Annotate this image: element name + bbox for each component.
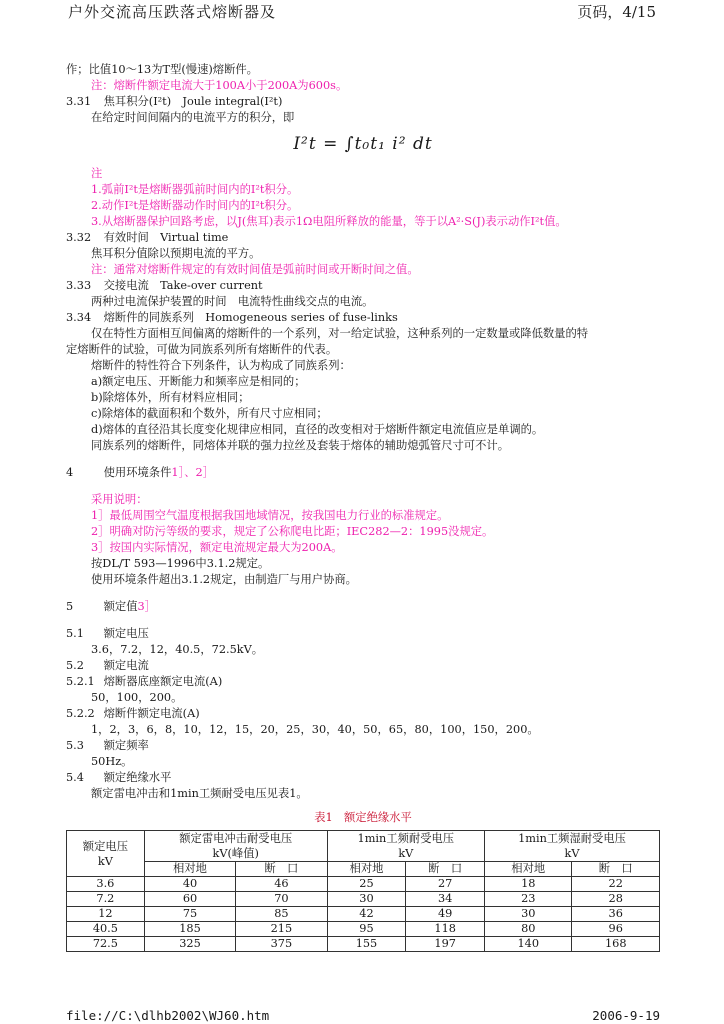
page-header [0,0,724,22]
section-3-32 [66,230,660,246]
joule-integral-formula [66,126,660,166]
list-item: d)熔体的直径沿其长度变化规律应相同，直径的改变相对于熔断件额定电流值应是单调的。 [91,423,544,436]
table-row [67,907,660,922]
paragraph: 额定雷电冲击和1min工频耐受电压见表1。 [91,787,308,800]
definition: 在给定时间间隔内的电流平方的积分，即 [91,111,295,124]
subheader-to-ground: 相对地 [144,862,235,877]
table-cell: 22 [572,877,660,892]
table-cell: 140 [485,937,572,952]
list-item: b)除熔体外，所有材料应相同； [91,391,250,404]
section-number: 4 [66,466,74,479]
table-row [67,937,660,952]
value-list: 50，100，200。 [91,691,183,704]
list-item: c)除熔体的截面积和个数外，所有尺寸应相同； [91,407,328,420]
table-cell: 30 [327,892,406,907]
section-title: 熔断件的同族系列 Homogeneous series of fuse-links [103,311,398,324]
table-subheader-row [67,862,660,877]
note-item: 1.弧前I²t是熔断器弧前时间内的I²t积分。 [91,183,299,196]
section-5-2 [66,658,660,674]
paragraph: 仅在特性方面相互间偏离的熔断件的一个系列，对一给定试验，这种系列的一定数量或降低数量的特 [91,327,589,340]
table-cell: 95 [327,922,406,937]
page-number: 页码，4/15 [577,3,656,21]
section-number: 5 [66,600,74,613]
value-list: 50Hz。 [91,755,133,768]
section-title: 熔断器底座额定电流(A) [103,675,223,688]
page-footer [0,1002,724,1024]
note: 注：通常对熔断件规定的有效时间值是弧前时间或开断时间之值。 [91,263,419,276]
table-cell: 3.6 [67,877,145,892]
file-path: file://C:\dlhb2002\WJ60.htm [66,1008,270,1023]
table-cell: 18 [485,877,572,892]
table-cell: 168 [572,937,660,952]
paragraph: 使用环境条件超出3.1.2规定，由制造厂与用户协商。 [91,573,357,586]
document-body [66,62,660,952]
table-cell: 27 [406,877,485,892]
definition: 两种过电流保护装置的时间 电流特性曲线交点的电流。 [91,295,374,308]
table-cell: 25 [327,877,406,892]
section-title: 额定频率 [103,739,149,752]
section-5-1 [66,626,660,642]
paragraph: 定熔断件的试验，可做为同族系列所有熔断件的代表。 [66,343,338,356]
section-title: 额定值 [103,600,138,613]
subheader-to-ground: 相对地 [485,862,572,877]
section-number: 5.2.1 [66,675,95,688]
section-3-33 [66,278,660,294]
table-cell: 60 [144,892,235,907]
table-row [67,922,660,937]
table-cell: 96 [572,922,660,937]
value-list: 3.6，7.2，12，40.5，72.5kV。 [91,643,264,656]
table-cell: 75 [144,907,235,922]
section-title: 交接电流 Take-over current [103,279,263,292]
section-3-31 [66,94,660,110]
table-cell: 7.2 [67,892,145,907]
table-cell: 30 [485,907,572,922]
footnote-reference: 1］、2］ [171,466,215,479]
table-cell: 215 [236,922,327,937]
section-5-2-2 [66,706,660,722]
section-title: 使用环境条件 [103,466,172,479]
section-number: 3.31 [66,95,92,108]
paragraph: 按DL/T 593—1996中3.1.2规定。 [91,557,270,570]
formula-text: I²t = ∫t₀t₁ i² dt [293,134,433,154]
list-item: a)额定电压、开断能力和频率应是相同的； [91,375,306,388]
section-title: 额定绝缘水平 [103,771,172,784]
table-cell: 36 [572,907,660,922]
print-date: 2006-9-19 [592,1008,660,1023]
table-row [67,892,660,907]
section-number: 5.3 [66,739,84,752]
paragraph: 熔断件的特性符合下列条件，认为构成了同族系列： [91,359,351,372]
table-cell: 85 [236,907,327,922]
table-cell: 28 [572,892,660,907]
document-title: 户外交流高压跌落式熔断器及 [68,3,277,21]
table-cell: 72.5 [67,937,145,952]
note: 注：熔断件额定电流大于100A小于200A为600s。 [91,79,348,92]
insulation-level-table [66,830,660,952]
table-cell: 375 [236,937,327,952]
section-5-2-1 [66,674,660,690]
table-caption: 表1 额定绝缘水平 [314,811,412,824]
section-5-3 [66,738,660,754]
note-heading: 注 [91,167,103,180]
section-title: 有效时间 Virtual time [103,231,229,244]
table-cell: 34 [406,892,485,907]
footnote-reference: 3］ [137,600,156,613]
section-title: 额定电流 [103,659,149,672]
table-cell: 155 [327,937,406,952]
table-cell: 23 [485,892,572,907]
section-number: 5.2 [66,659,84,672]
note-item: 3］按国内实际情况，额定电流规定最大为200A。 [91,541,343,554]
note-item: 2.动作I²t是熔断器动作时间内的I²t积分。 [91,199,299,212]
section-5 [66,599,660,615]
definition: 焦耳积分值除以预期电流的平方。 [91,247,261,260]
table-cell: 80 [485,922,572,937]
table-cell: 49 [406,907,485,922]
table-header-row [67,831,660,862]
section-number: 3.33 [66,279,92,292]
section-number: 5.1 [66,627,84,640]
section-number: 3.34 [66,311,92,324]
table-cell: 40.5 [67,922,145,937]
section-4 [66,465,660,481]
section-title: 熔断件额定电流(A) [103,707,200,720]
header-rated-voltage: 额定电压 kV [67,831,145,877]
table-cell: 325 [144,937,235,952]
header-wet-power-frequency: 1min工频湿耐受电压 kV [485,831,660,862]
paragraph: 同族系列的熔断件，同熔体并联的强力拉丝及套装于熔体的辅助熄弧管尺寸可不计。 [91,439,509,452]
note-item: 1］最低周围空气温度根据我国地域情况，按我国电力行业的标准规定。 [91,509,449,522]
subheader-across-break: 断 口 [572,862,660,877]
table-row [67,877,660,892]
section-title: 焦耳积分(I²t) Joule integral(I²t) [103,95,283,108]
table-cell: 185 [144,922,235,937]
note-item: 2］明确对防污等级的要求，规定了公称爬电比距；IEC282—2：1995没规定。 [91,525,494,538]
subheader-to-ground: 相对地 [327,862,406,877]
note-heading: 采用说明： [91,493,148,506]
subheader-across-break: 断 口 [236,862,327,877]
header-power-frequency: 1min工频耐受电压 kV [327,831,484,862]
value-list: 1，2，3，6，8，10，12，15，20，25，30，40，50，65，80，100，150，200。 [91,723,539,736]
section-number: 5.4 [66,771,84,784]
header-lightning-impulse: 额定雷电冲击耐受电压 kV(峰值) [144,831,327,862]
table-cell: 40 [144,877,235,892]
section-title: 额定电压 [103,627,149,640]
table-cell: 70 [236,892,327,907]
table-cell: 118 [406,922,485,937]
section-number: 5.2.2 [66,707,95,720]
subheader-across-break: 断 口 [406,862,485,877]
section-number: 3.32 [66,231,92,244]
note-item: 3.从熔断器保护回路考虑，以J(焦耳)表示1Ω电阻所释放的能量，等于以A²·S(J)表示动作I²t值。 [91,215,567,228]
section-3-34 [66,310,660,326]
paragraph: 作；比值10～13为T型(慢速)熔断件。 [66,63,258,76]
table-cell: 42 [327,907,406,922]
section-5-4 [66,770,660,786]
table-cell: 46 [236,877,327,892]
table-cell: 197 [406,937,485,952]
table-cell: 12 [67,907,145,922]
